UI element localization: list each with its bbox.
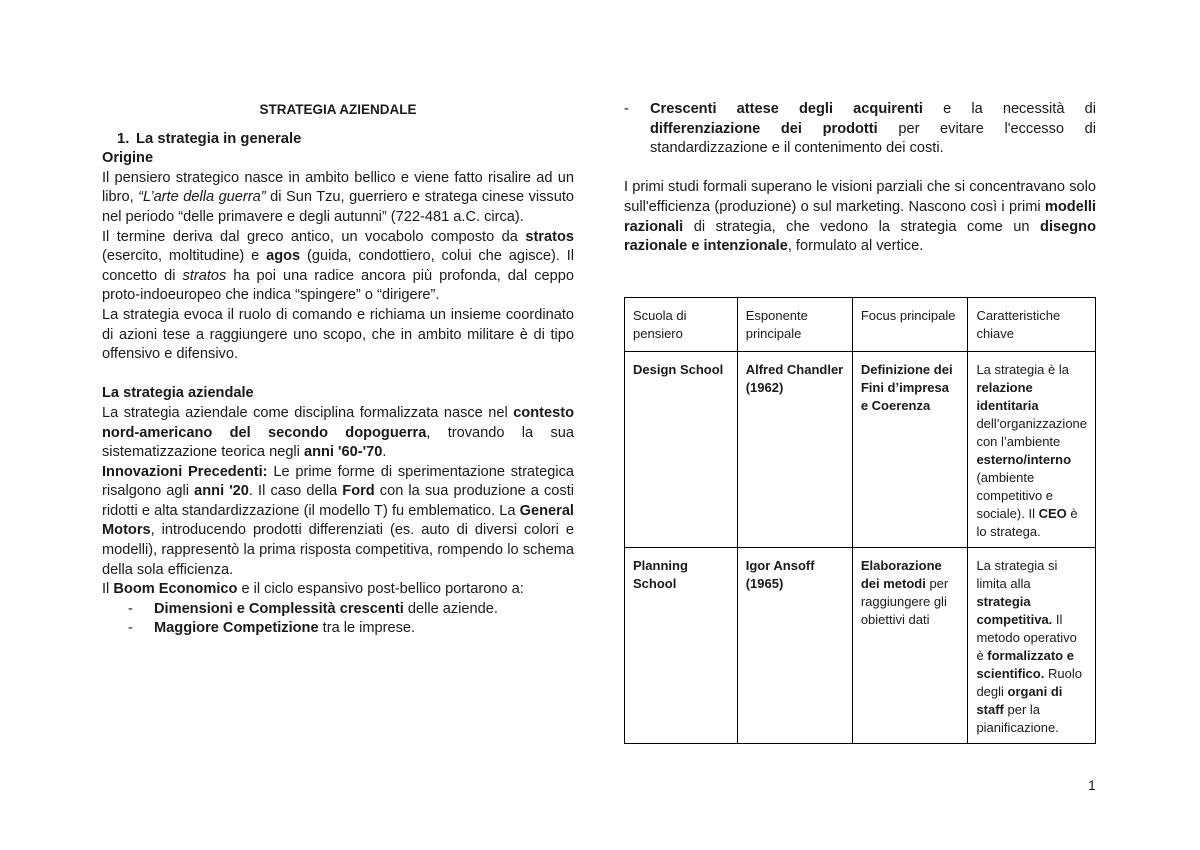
text: La strategia si limita alla <box>976 558 1058 591</box>
header-cell: Scuola di pensiero <box>625 298 738 352</box>
term-stratos-italic: stratos <box>182 267 227 284</box>
header-cell: Focus principale <box>852 298 968 352</box>
table-header-row <box>625 298 1096 352</box>
text: Le prime forme di sperimentazione strategica risalgono agli <box>102 463 574 500</box>
table-cell <box>968 352 1096 548</box>
spacer <box>624 159 1096 179</box>
spacer <box>102 365 574 385</box>
bold-text: Elaborazione dei metodi <box>860 558 942 591</box>
aziendale-heading: La strategia aziendale <box>102 385 254 402</box>
text: e il ciclo espansivo post-bellico portarono a: <box>237 581 524 598</box>
bold-text: contesto nord-americano del secondo dopoguerra <box>102 404 574 441</box>
text: Ruolo degli <box>976 666 1082 699</box>
text: per evitare l'eccesso di standardizzazione e il contenimento dei costi. <box>650 120 1096 157</box>
text: Il pensiero strategico nasce in ambito bellico e viene fatto risalire ad un libro, <box>102 169 574 206</box>
right-column <box>624 100 1096 257</box>
bold-text: Ford <box>342 483 375 500</box>
list-item <box>598 100 1096 159</box>
bold-text: differenziazione dei prodotti <box>650 120 878 137</box>
bold-text: Boom Economico <box>113 581 238 598</box>
schools-table <box>624 297 1096 744</box>
table-row <box>625 548 1096 744</box>
bold-text: relazione identitaria <box>976 380 1039 413</box>
bold-text: General Motors <box>102 502 574 539</box>
text: (guida, condottiero, colui che agisce). Il concetto di <box>102 248 574 284</box>
table-cell <box>737 548 852 744</box>
term-agos: agos <box>266 248 301 265</box>
text: ha poi una radice ancora più profonda, dal ceppo proto-indoeuropeo che indica “spingere” o “dirigere”. <box>102 267 574 304</box>
list-item <box>102 619 574 639</box>
bold-text: Crescenti attese degli acquirenti <box>650 101 923 117</box>
page-number: 1 <box>1088 777 1096 793</box>
table-cell <box>737 352 852 548</box>
bold-text: Dimensioni e Complessità crescenti <box>154 600 404 617</box>
book-title: “L’arte della guerra” <box>138 189 266 206</box>
text: , formulato al vertice. <box>787 238 924 255</box>
section-number: 1. <box>117 130 130 147</box>
table-row <box>625 352 1096 548</box>
bullet-list <box>102 600 574 639</box>
table-cell <box>852 352 968 548</box>
text: . Il caso della <box>248 483 343 500</box>
text: Il <box>102 581 114 598</box>
text: Il metodo operativo è <box>976 612 1077 663</box>
bold-text: formalizzato e scientifico. <box>976 648 1074 681</box>
models-paragraph <box>624 178 1096 256</box>
school-name: Design School <box>633 362 724 377</box>
bold-label: Innovazioni Precedenti: <box>102 463 268 480</box>
exponent-name: Igor Ansoff (1965) <box>745 558 815 591</box>
section-heading <box>102 130 574 150</box>
list-item <box>102 600 574 620</box>
text: per raggiungere gli obiettivi dati <box>860 576 949 627</box>
header-cell: Esponente principale <box>737 298 852 352</box>
section-title: La strategia in generale <box>136 130 302 147</box>
origine-paragraph-2 <box>102 228 574 306</box>
text: (esercito, moltitudine) e <box>102 248 267 265</box>
origine-paragraph-3: La strategia evoca il ruolo di comando e richiama un insieme coordinato di azioni tese a raggiungere uno scopo, che in ambito militare è di tipo offensivo e difensivo. <box>102 306 574 363</box>
table-cell <box>968 548 1096 744</box>
exponent-name: Alfred Chandler (1962) <box>745 362 844 395</box>
table-cell <box>852 548 968 744</box>
text: , introducendo prodotti differenziati (es. auto di diversi colori e modelli), rappresentò la prima risposta competitiva, rompendo lo schema della sola efficienza. <box>102 522 574 578</box>
text: di strategia, che vedono la strategia come un <box>683 218 1041 235</box>
bold-text: organi di staff <box>976 684 1063 717</box>
aziendale-paragraph-3 <box>102 580 574 600</box>
bold-text: Maggiore Competizione <box>154 620 319 637</box>
bold-text: anni '20 <box>194 483 249 500</box>
bold-text: modelli razionali <box>624 198 1096 235</box>
text: è lo stratega. <box>976 506 1078 539</box>
header-cell: Caratteristiche chiave <box>968 298 1096 352</box>
text: I primi studi formali superano le visioni parziali che si concentravano solo sull'efficienza (produzione) o sul marketing. Nascono così i primi <box>624 179 1096 215</box>
text: per la pianificazione. <box>976 702 1059 735</box>
aziendale-paragraph-2 <box>102 463 574 581</box>
origine-heading: Origine <box>102 150 154 167</box>
term-stratos: stratos <box>525 228 574 245</box>
table-cell <box>625 352 738 548</box>
origine-paragraph-1 <box>102 169 574 228</box>
focus-text: Definizione dei Fini d’impresa e Coerenza <box>860 362 953 413</box>
text: Il termine deriva dal greco antico, un vocabolo composto da <box>102 228 526 245</box>
dash-marker: - <box>128 620 133 637</box>
text: delle aziende. <box>403 600 498 617</box>
table-cell <box>625 548 738 744</box>
text: con la sua produzione a costi ridotti e alta standardizzazione (il modello T) fu emblematico. La <box>102 483 574 519</box>
text: , trovando la sua sistematizzazione teorica negli <box>102 424 574 461</box>
text: dell’organizzazione con l’ambiente <box>976 416 1088 449</box>
text: tra le imprese. <box>318 620 416 637</box>
bold-text: disegno razionale e intenzionale <box>624 218 1096 255</box>
bold-text: CEO <box>1038 506 1067 521</box>
text: La strategia è la <box>976 362 1069 377</box>
school-name: Planning School <box>633 558 688 591</box>
left-column <box>102 100 574 639</box>
text: di Sun Tzu, guerriero e stratega cinese vissuto nel periodo “delle primavere e degli autunni” (722-481 a.C. circa). <box>102 189 574 225</box>
bold-text: strategia competitiva. <box>976 594 1053 627</box>
bold-text: anni '60-'70 <box>303 444 383 461</box>
text: e la necessità di <box>922 101 1096 117</box>
dash-marker: - <box>624 101 629 117</box>
bold-text: esterno/interno <box>976 452 1072 467</box>
bullet-list-continued <box>598 100 1096 159</box>
text: . <box>382 444 387 461</box>
aziendale-paragraph-1 <box>102 404 574 463</box>
dash-marker: - <box>128 600 133 617</box>
text: (ambiente competitivo e sociale). Il <box>976 470 1054 521</box>
document-title: STRATEGIA AZIENDALE <box>259 102 417 117</box>
text: La strategia aziendale come disciplina formalizzata nasce nel <box>102 404 514 421</box>
